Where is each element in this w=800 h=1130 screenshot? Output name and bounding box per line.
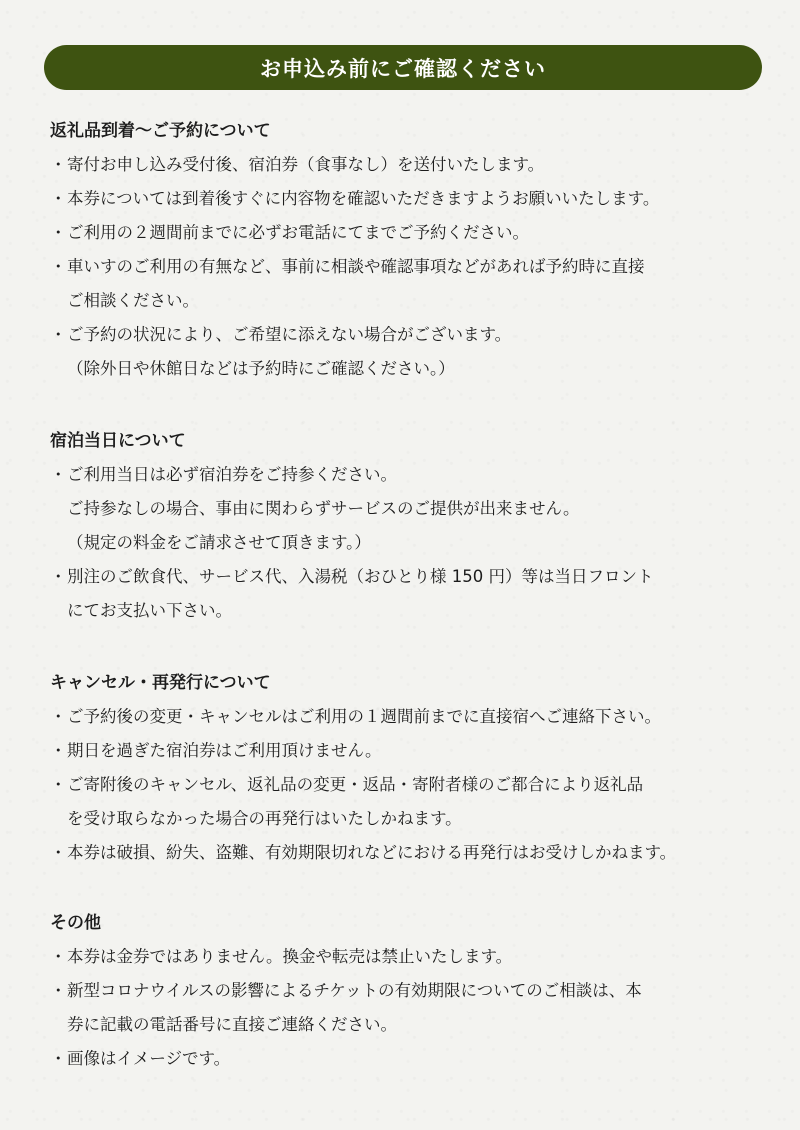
list-item: ・ご寄附後のキャンセル、返礼品の変更・返品・寄附者様のご都合により返礼品 bbox=[50, 775, 644, 794]
list-item: ・新型コロナウイルスの影響によるチケットの有効期限についてのご相談は、本 bbox=[50, 981, 642, 1000]
list-item-continuation: （除外日や休館日などは予約時にご確認ください。） bbox=[67, 359, 455, 378]
list-item: ・本券は金券ではありません。換金や転売は禁止いたします。 bbox=[50, 947, 513, 966]
list-item: ・ご利用の２週間前までに必ずお電話にてまでご予約ください。 bbox=[50, 223, 529, 242]
list-item: ・寄付お申し込み受付後、宿泊券（食事なし）を送付いたします。 bbox=[50, 155, 545, 174]
page-title-banner: お申込み前にご確認ください bbox=[44, 45, 762, 90]
section-title: その他 bbox=[50, 913, 101, 933]
section-stay-day bbox=[50, 424, 770, 628]
list-item-continuation: にてお支払い下さい。 bbox=[67, 601, 232, 620]
list-item: ・車いすのご利用の有無など、事前に相談や確認事項などがあれば予約時に直接 bbox=[50, 257, 645, 276]
list-item: ・画像はイメージです。 bbox=[50, 1049, 231, 1068]
list-item-continuation: を受け取らなかった場合の再発行はいたしかねます。 bbox=[67, 809, 462, 828]
list-item: ・本券については到着後すぐに内容物を確認いただきますようお願いいたします。 bbox=[50, 189, 660, 208]
list-item-continuation: （規定の料金をご請求させて頂きます。） bbox=[67, 533, 371, 552]
section-title: 返礼品到着〜ご予約について bbox=[50, 121, 271, 141]
list-item-continuation: ご相談ください。 bbox=[67, 291, 199, 310]
list-item: ・本券は破損、紛失、盗難、有効期限切れなどにおける再発行はお受けしかねます。 bbox=[50, 843, 677, 862]
section-title: キャンセル・再発行について bbox=[50, 673, 271, 693]
list-item: ・ご予約の状況により、ご希望に添えない場合がございます。 bbox=[50, 325, 512, 344]
list-item: ・ご予約後の変更・キャンセルはご利用の１週間前までに直接宿へご連絡下さい。 bbox=[50, 707, 661, 726]
list-item-continuation: ご持参なしの場合、事由に関わらずサービスのご提供が出来ません。 bbox=[67, 499, 580, 518]
section-title: 宿泊当日について bbox=[50, 431, 186, 451]
section-other bbox=[50, 906, 770, 1076]
section-arrival-reservation bbox=[50, 114, 770, 386]
list-item: ・ご利用当日は必ず宿泊券をご持参ください。 bbox=[50, 465, 397, 484]
list-item: ・期日を過ぎた宿泊券はご利用頂けません。 bbox=[50, 741, 382, 760]
list-item: ・別注のご飲食代、サービス代、入湯税（おひとり様 150 円）等は当日フロント bbox=[50, 567, 654, 586]
list-item-continuation: 券に記載の電話番号に直接ご連絡ください。 bbox=[67, 1015, 397, 1034]
section-cancel-reissue bbox=[50, 666, 770, 870]
